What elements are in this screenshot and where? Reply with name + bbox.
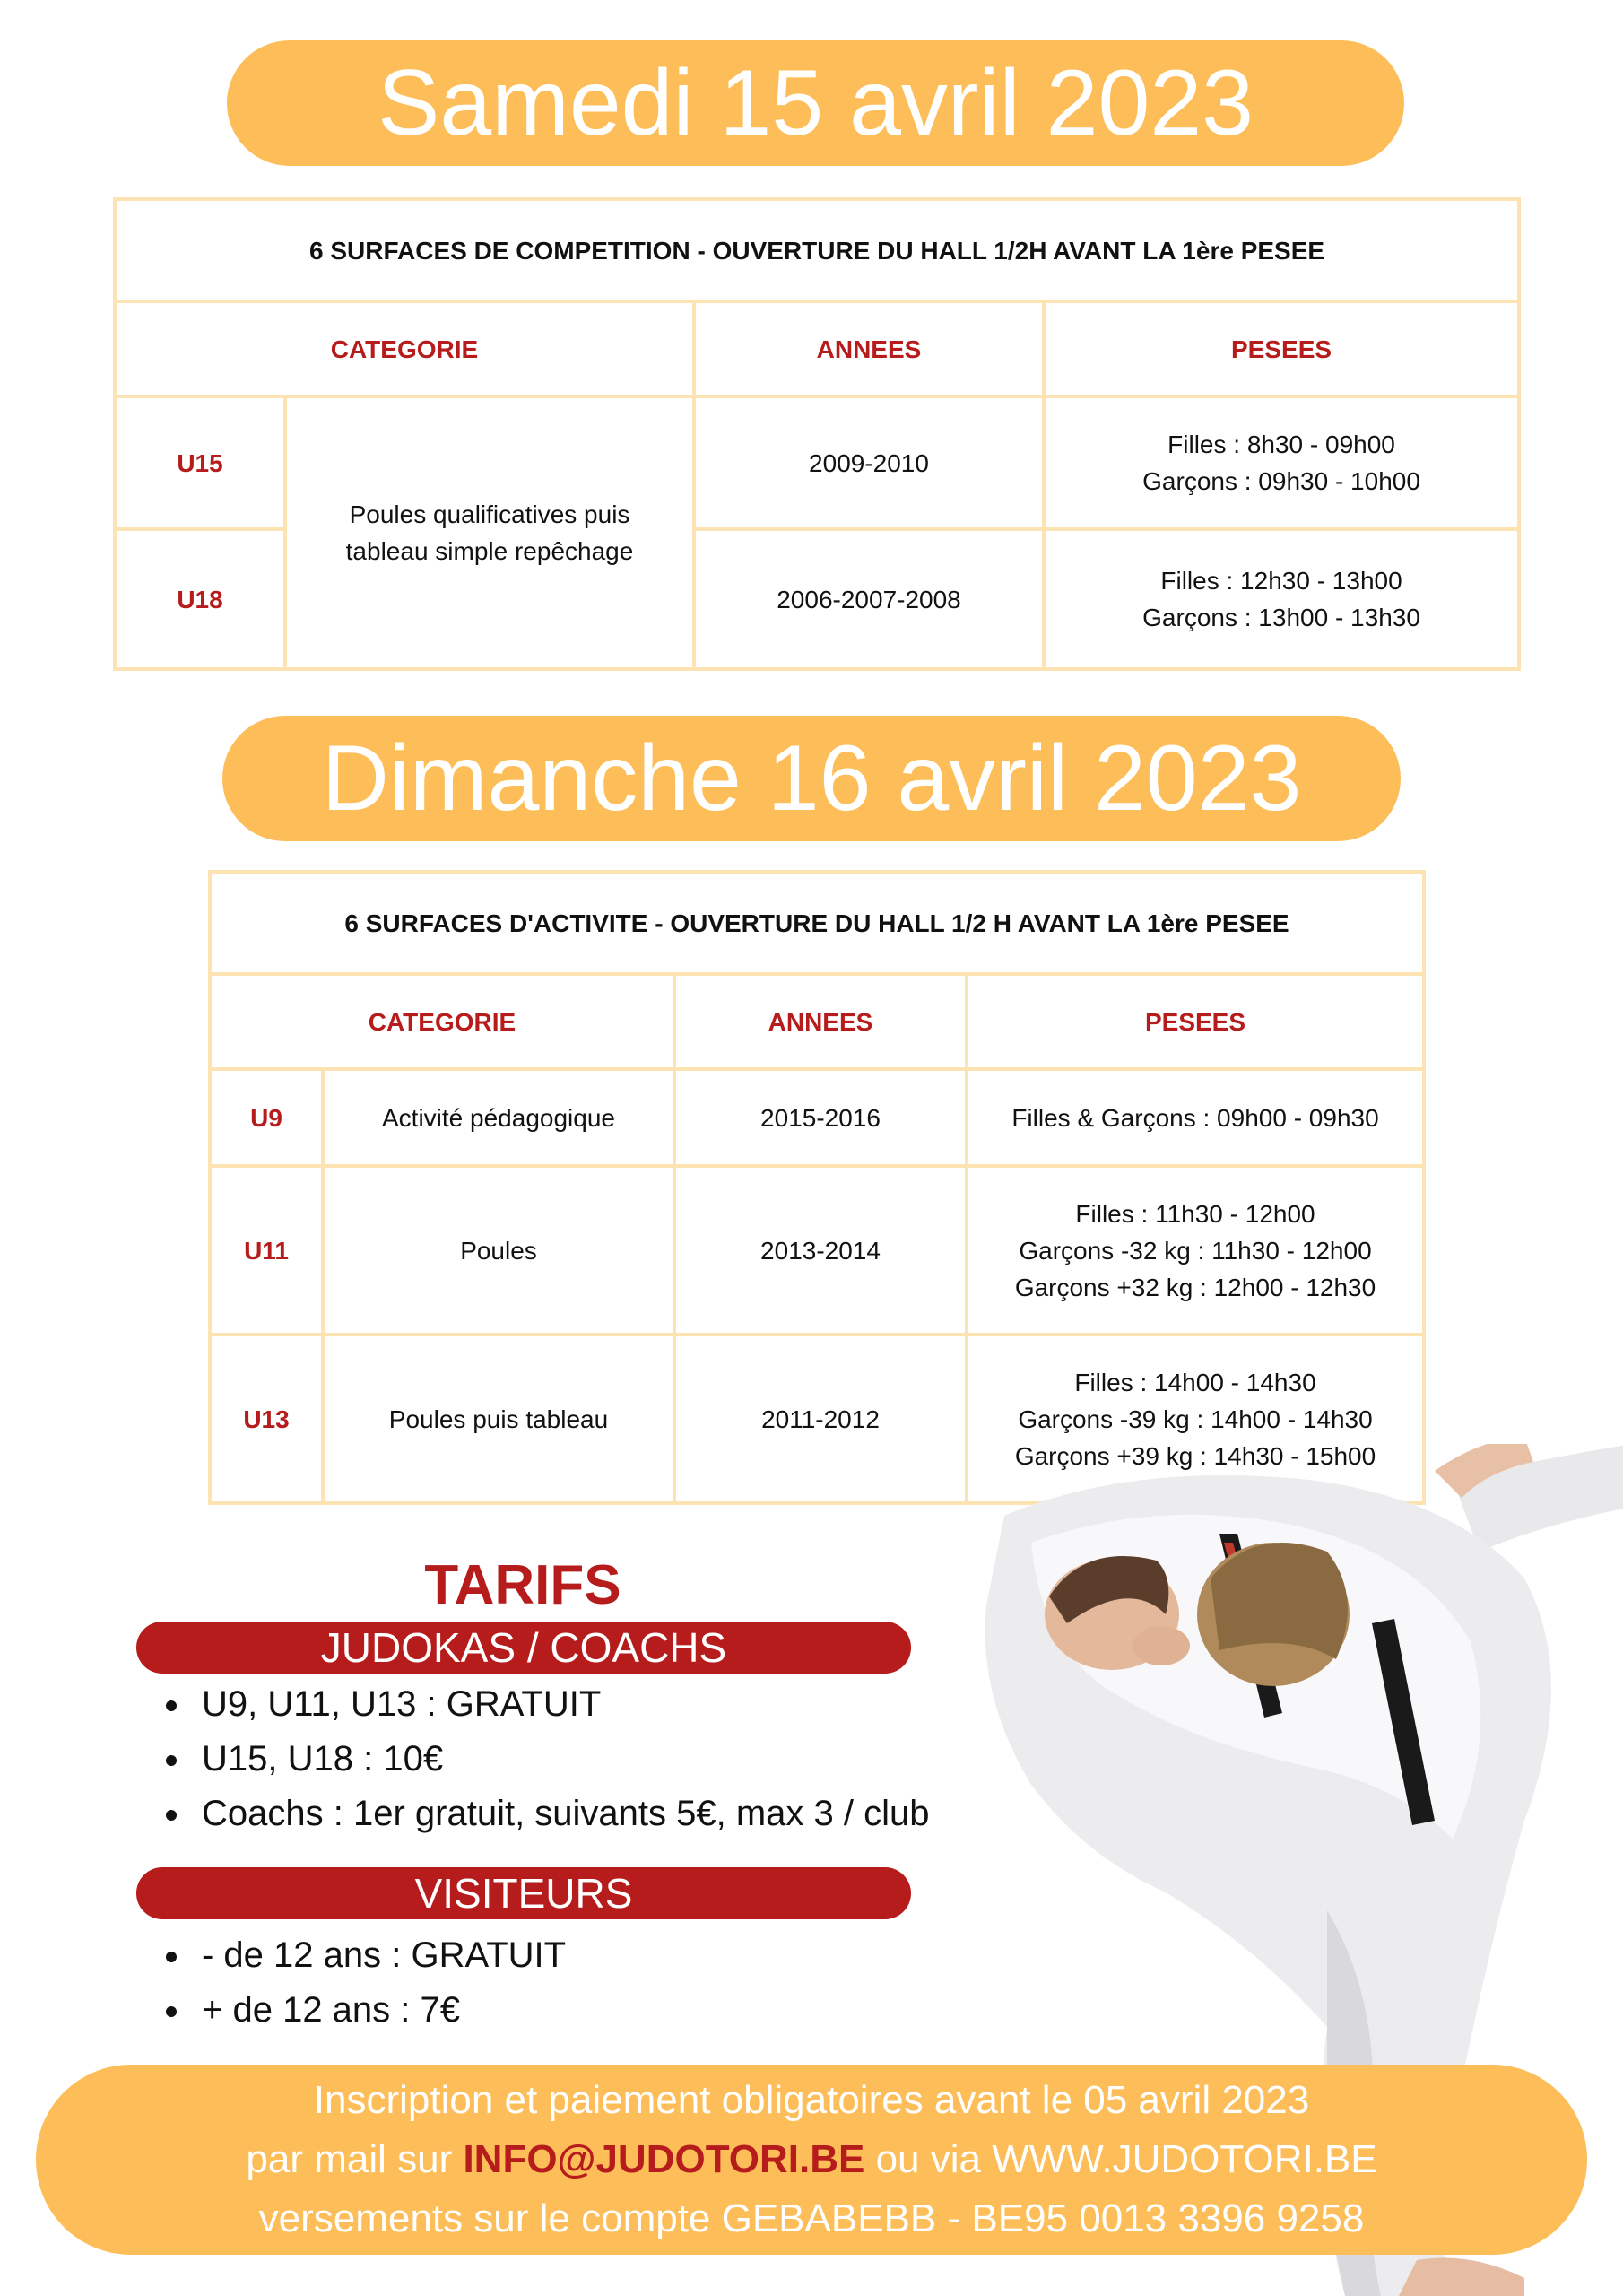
col-header-annees: ANNEES — [674, 974, 967, 1069]
list-item: + de 12 ans : 7€ — [166, 1983, 566, 2038]
format-u9: Activité pédagogique — [323, 1069, 674, 1166]
bullet-icon — [166, 1810, 177, 1821]
competition-format: Poules qualificatives puis tableau simple repêchage — [285, 396, 694, 669]
saturday-schedule-table — [113, 197, 1521, 671]
registration-deadline: Inscription et paiement obligatoires avant le 05 avril 2023 — [313, 2078, 1310, 2122]
col-header-categorie: CATEGORIE — [210, 974, 674, 1069]
years-u15: 2009-2010 — [694, 396, 1044, 529]
sunday-schedule-table — [208, 870, 1426, 1505]
years-u18: 2006-2007-2008 — [694, 529, 1044, 669]
bullet-icon — [166, 1700, 177, 1711]
col-header-pesees: PESEES — [1044, 301, 1519, 396]
saturday-title: Samedi 15 avril 2023 — [227, 40, 1404, 166]
category-u15: U15 — [115, 396, 285, 529]
bullet-icon — [166, 1952, 177, 1962]
category-u11: U11 — [210, 1166, 323, 1335]
format-u13: Poules puis tableau — [323, 1335, 674, 1503]
list-item: U15, U18 : 10€ — [166, 1732, 930, 1787]
weigh-in-u13: Filles : 14h00 - 14h30 Garçons -39 kg : 14h00 - 14h30 Garçons +39 kg : 14h30 - 15h00 — [967, 1335, 1424, 1503]
category-u18: U18 — [115, 529, 285, 669]
sunday-table-header: 6 SURFACES D'ACTIVITE - OUVERTURE DU HALL 1/2 H AVANT LA 1ère PESEE — [210, 872, 1424, 974]
registration-contact: par mail sur INFO@JUDOTORI.BE ou via WWW.JUDOTORI.BE — [246, 2137, 1377, 2181]
category-u13: U13 — [210, 1335, 323, 1503]
years-u9: 2015-2016 — [674, 1069, 967, 1166]
weigh-in-u18: Filles : 12h30 - 13h00 Garçons : 13h00 - 13h30 — [1044, 529, 1519, 669]
weigh-in-u11: Filles : 11h30 - 12h00 Garçons -32 kg : 11h30 - 12h00 Garçons +32 kg : 12h00 - 12h30 — [967, 1166, 1424, 1335]
visiteurs-banner: VISITEURS — [136, 1867, 911, 1919]
judokas-price-list — [166, 1677, 930, 1841]
bullet-icon — [166, 2006, 177, 2017]
saturday-table-header: 6 SURFACES DE COMPETITION - OUVERTURE DU HALL 1/2H AVANT LA 1ère PESEE — [115, 199, 1519, 301]
judokas-coachs-banner: JUDOKAS / COACHS — [136, 1622, 911, 1674]
col-header-categorie: CATEGORIE — [115, 301, 694, 396]
years-u13: 2011-2012 — [674, 1335, 967, 1503]
format-u11: Poules — [323, 1166, 674, 1335]
bullet-icon — [166, 1755, 177, 1766]
weigh-in-u15: Filles : 8h30 - 09h00 Garçons : 09h30 - 10h00 — [1044, 396, 1519, 529]
visiteurs-price-list — [166, 1928, 566, 2038]
list-item: - de 12 ans : GRATUIT — [166, 1928, 566, 1983]
years-u11: 2013-2014 — [674, 1166, 967, 1335]
weigh-in-u9: Filles & Garçons : 09h00 - 09h30 — [967, 1069, 1424, 1166]
col-header-annees: ANNEES — [694, 301, 1044, 396]
sunday-title: Dimanche 16 avril 2023 — [222, 716, 1401, 841]
col-header-pesees: PESEES — [967, 974, 1424, 1069]
bank-account: versements sur le compte GEBABEBB - BE95 0013 3396 9258 — [258, 2196, 1365, 2240]
registration-footer — [36, 2065, 1587, 2255]
tarifs-title: TARIFS — [424, 1554, 621, 1616]
list-item: U9, U11, U13 : GRATUIT — [166, 1677, 930, 1732]
email-link[interactable]: INFO@JUDOTORI.BE — [463, 2137, 865, 2181]
category-u9: U9 — [210, 1069, 323, 1166]
list-item: Coachs : 1er gratuit, suivants 5€, max 3 / club — [166, 1787, 930, 1841]
